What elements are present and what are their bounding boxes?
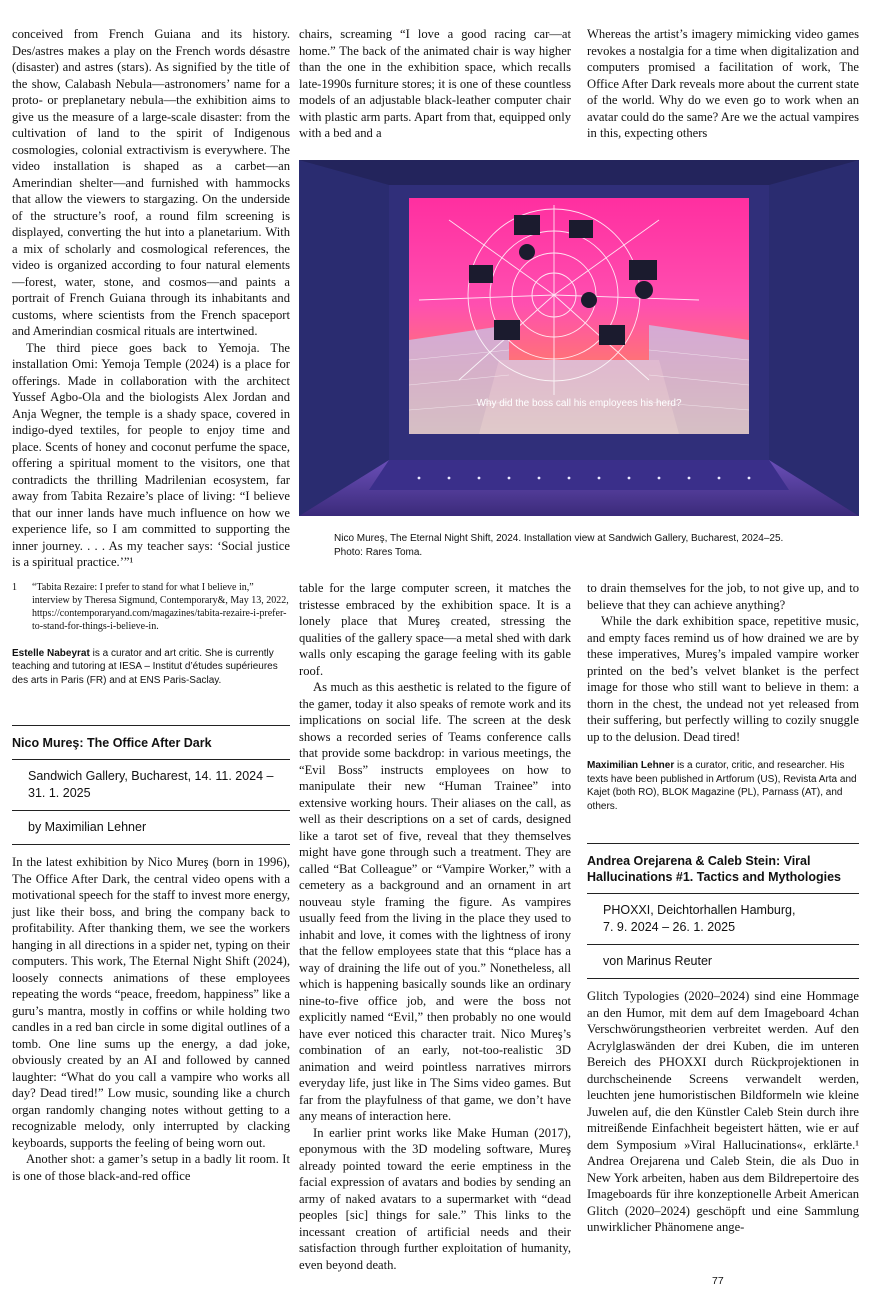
venue: Sandwich Gallery, Bucharest, 14. 11. 2024 – 31. 1. 2025 bbox=[28, 769, 274, 800]
middle-column-bottom bbox=[299, 580, 571, 1273]
left-column bbox=[12, 26, 290, 1184]
body-paragraph: In earlier print works like Make Human (2017), eponymous with the 3D modeling software, Mureş already pointed toward the eerie emptiness in the facial expression of avatars and bodies by sending an army of naked avatars to a supermarket with “dead peoples [sic] things for sale.” This links to the incessant creation of artificial needs and their satisfaction through further exploitation of humanity, even beyond death. bbox=[299, 1125, 571, 1272]
body-paragraph: As much as this aesthetic is related to the figure of the gamer, today it also speaks of remote work and its implications on social life. The screen at the desk shows a recorded series of Teams conference calls that provide some backdrop: in various meetings, the “Evil Boss” instructs employees on how to manipulate their new “Human Trainee” into extensive working hours. Their aliases on the call, as well as their descriptions on a set of cards, designed like a tarot set of five, reveal that they themselves might have gone through such a treatment. They are called “Bat Colleague” or “Vampire Worker,” with a cemetery as a background and an ornament in art nouveau style framing the figure. As vampires usually feed from the living in the place they used to inhabit and love, it comes with the lightness of irony that the fellow employees state that this “place has a way of draining the life out of you.” Nonetheless, all which is happening basically sounds like an ordinary nine-to-five office job, and were the boss not explicitly named “Evil,” then probably no one would have ever noticed this character trait. Nico Mureş’s combination of an early, not-too-realistic 3D animation and weird pointless narratives mirrors everyday life, just like in The Sims video games. But far from the playfulness of that game, we don’t have any means of interaction here. bbox=[299, 680, 571, 1123]
body-paragraph: Another shot: a gamer’s setup in a badly lit room. It is one of those black-and-red office bbox=[12, 1152, 290, 1183]
author-bio-text: is a curator and art critic. She is currently teaching and tutoring at IESA – Institut d’études supérieures des arts in Paris (FR) and at ENS Paris-Saclay. bbox=[12, 647, 278, 686]
section-rule bbox=[12, 844, 290, 845]
right-column-top bbox=[587, 26, 859, 142]
author-bio-text: is a curator, critic, and researcher. His texts have been published in Artforum (US), Revista Arta and Kajet (both RO), BLOK Magazine (PL), Parnass (AT), and others. bbox=[587, 760, 857, 812]
caption-credit: Photo: Rares Toma. bbox=[334, 546, 423, 558]
body-paragraph: The third piece goes back to Yemoja. The installation Omi: Yemoja Temple (2024) is a place for offerings. Made in collaboration with the architect Yussef Agbo-Ola and the biologists Alex Jordan and Anja Wegner, the temple is a shady space, covered in indigo-dyed textiles, for people to enjoy time and place. Scents of honey and coconut perfume the space, offering a spiritual moment to the visitors, one that contradicts the thrilling Madrilenian ecosystem, far away from Tabita Rezaire’s place of living: “I believe that our inner lands have much influence on how we experience life, so I am committed to supporting the inner journey. . . . As my teacher says: ‘Social justice is a spiritual practice.’”¹ bbox=[12, 340, 290, 569]
footnote bbox=[12, 581, 290, 633]
installation-photo bbox=[299, 160, 859, 516]
venue bbox=[587, 894, 859, 944]
footnote-number: 1 bbox=[12, 581, 17, 593]
body-paragraph: Glitch Typologies (2020–2024) sind eine Hommage an den Humor, mit dem auf dem Imageboard 4chan Verschwörungstheorien verbreitet werden. Auf den Acrylglaswänden der drei Kuben, die im unteren Bereich des PHOXXI durch Rückprojektionen in durchscheinende Screens verwandelt werden, leuchten jene humoristischen Bildformeln wie kleine Juwelen auf, die den Künstler Caleb Stein durch ihre mitreißende Einfachheit begeistert hätten, wie er auf dem Symposium »Viral Hallucinations«, erklärte.¹ Andrea Orejarena und Caleb Stein, die als Duo in New York arbeiten, haben aus dem Bildrepertoire des Imageboards für ihre konzeptionelle Arbeit American Glitch (2020–2024) geschöpft und eine Sammlung unwirklicher Phänomene ange- bbox=[587, 989, 859, 1234]
screen-text: Why did the boss call his employees his herd? bbox=[476, 398, 682, 409]
body-paragraph: to drain themselves for the job, to not give up, and to believe that they can achieve anything? bbox=[587, 581, 859, 612]
middle-column-top bbox=[299, 26, 571, 142]
byline: by Maximilian Lehner bbox=[28, 820, 147, 834]
footnote-text: “Tabita Rezaire: I prefer to stand for what I believe in,” interview by Theresa Sigmund, Contemporary&, May 13, 2022, https://contemporaryand.com/magazines/tabita-rezaire-i-prefer-to-stand-for-things-i-believe-in. bbox=[32, 581, 289, 632]
page-number: 77 bbox=[712, 1275, 724, 1287]
body-paragraph: chairs, screaming “I love a good racing car—at home.” The back of the animated chair is way higher than the one in the exhibition space, which recalls late-1990s furniture stores; it is one of these countless models of an adjustable black-leather computer chair with plastic arm parts. Apart from that, equipped only with a bed and a bbox=[299, 27, 571, 140]
body-paragraph: table for the large computer screen, it matches the tristesse embraced by the exhibition space. It is a lonely place that Mureş created, stressing the qualities of the gallery space—a metal shed with dark walls only escaping the garage feeling with its gable roof. bbox=[299, 581, 571, 678]
body-paragraph: Whereas the artist’s imagery mimicking video games revokes a nostalgia for a time when digitalization and computers promised a facilitation of work, The Office After Dark reveals more about the current state of the world. Why do we even go to work when an avatar could do the same? Are we the actual vampires in this, expecting others bbox=[587, 27, 859, 140]
section-rule bbox=[587, 978, 859, 979]
right-column-bottom bbox=[587, 580, 859, 1236]
author-bio bbox=[587, 759, 859, 813]
installation-photo-illustration bbox=[299, 160, 859, 516]
author-name: Maximilian Lehner bbox=[587, 760, 675, 771]
body-paragraph: While the dark exhibition space, repetitive music, and empty faces remind us of how drained we are by these imperatives, Mureş’s impaled vampire worker printed on the bed’s velvet blanket is the perfect image for those who still want to believe in them: a thorn in the chest, the undead not yet released from their suffering, but perfectly willing to cozily snuggle up to the delusion. Dead tired! bbox=[587, 614, 859, 744]
section-title: Andrea Orejarena & Caleb Stein: Viral Hallucinations #1. Tactics and Mythologies bbox=[587, 854, 841, 884]
body-paragraph: In the latest exhibition by Nico Mureş (born in 1996), The Office After Dark, the central video opens with a motivational speech for the staff to invest more energy, just like their boss, and bring the company back to profitability. After thanking them, we see the workers hanging in all directions in a spider net, typing on their computers. This work, The Eternal Night Shift (2024), loosely connects animations of these employees repeating the words “peace, freedom, happiness” like a guru’s mantra, mostly in coffins or while holding two candles in a red ban circle in some digital outlines of a tomb. One line sums up the energy, a dad joke, obviously created by an AI and followed by canned laughter: “What do you call a vampire who works all day? Dead tired!” Low music, sounding like a church organ randomly changing notes without getting to a recognizable melody, only interrupted by clacking keyboards, supports the feeling of being worn out. bbox=[12, 855, 290, 1150]
author-bio bbox=[12, 647, 290, 688]
author-name: Estelle Nabeyrat bbox=[12, 647, 90, 659]
caption-line: Nico Mureş, The Eternal Night Shift, 2024. Installation view at Sandwich Gallery, Bucharest, 2024–25. bbox=[334, 533, 784, 544]
photo-caption bbox=[334, 532, 854, 559]
venue-line: 7. 9. 2024 – 26. 1. 2025 bbox=[603, 919, 736, 934]
body-paragraph: conceived from French Guiana and its history. Des/astres makes a play on the French words désastre (disaster) and astres (stars). As signified by the title of the show, Calabash Nebula—astronomers’ name for a proto- or preplanetary nebula—the exhibition aims to give us the measure of a large-scale disaster: from the cultivation of land to the spirit of Indigenous cosmologies, colonial extractivism is everywhere. The video installation is shaped as a carbet—an Amerindian shelter—and furnished with hammocks that allow the viewers to stargazing. On the underside of the structure’s roof, a round film screening is displayed, converting the hut into a planetarium. With a mix of scholarly and cosmological references, the video is organized according to four natural elements—forest, water, stone, and cosmos—and paints a portrait of French Guiana through its inhabitants and customs, where scientists from the French spaceport and Amerindian cosmical rituals are intertwined. bbox=[12, 27, 290, 338]
section-title: Nico Mureş: The Office After Dark bbox=[12, 736, 212, 750]
venue-line: PHOXXI, Deichtorhallen Hamburg, bbox=[603, 903, 796, 917]
byline: von Marinus Reuter bbox=[603, 954, 713, 968]
